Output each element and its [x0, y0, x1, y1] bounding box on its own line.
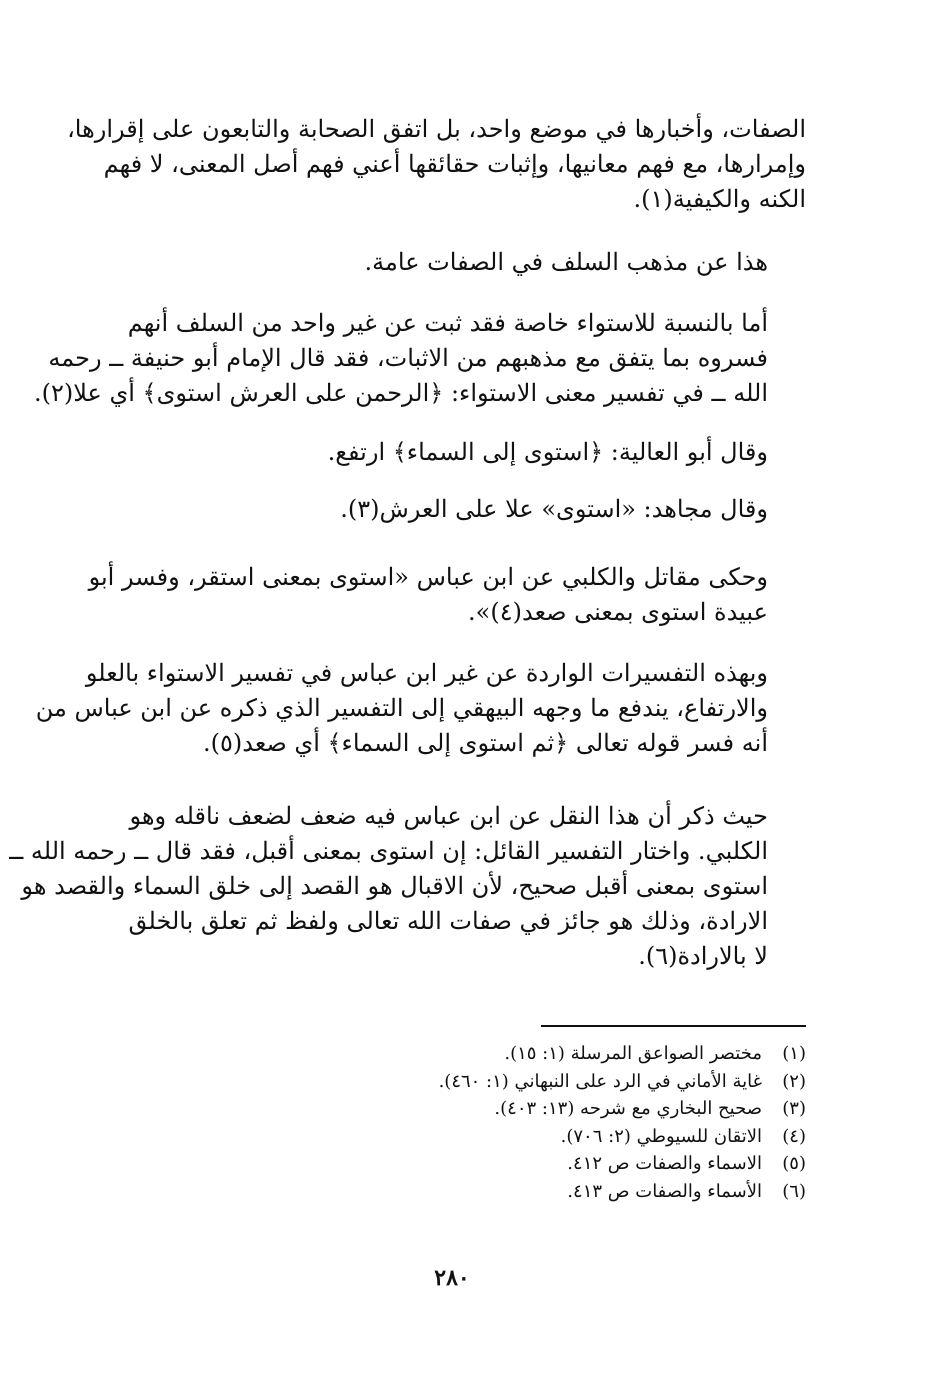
- paragraph-4: [98, 435, 806, 470]
- text-line: فسروه بما يتفق مع مذهبهم من الاثبات، فقد قال الإمام أبو حنيفة ــ رحمه: [48, 344, 768, 372]
- footnote-number: (١): [782, 1043, 806, 1064]
- text-line: الارادة، وذلك هو جائز في صفات الله تعالى ولفظ ثم تعلق بالخلق: [128, 907, 768, 935]
- text-line: الصفات، وأخبارها في موضع واحد، بل اتفق الصحابة والتابعون على إقرارها،: [67, 115, 806, 143]
- footnote-item: [306, 1178, 806, 1206]
- paragraph-8: [9, 799, 806, 974]
- text-line: الكلبي. واختار التفسير القائل: إن استوى بمعنى أقبل، فقد قال ــ رحمه الله ــ: [9, 837, 768, 865]
- footnote-text: صحيح البخاري مع شرحه (١٣: ٤٠٣).: [494, 1098, 762, 1119]
- paragraph-1: [67, 112, 806, 217]
- footnote-item: [306, 1040, 806, 1068]
- footnote-item: [306, 1068, 806, 1096]
- text-line: وإمرارها، مع فهم معانيها، وإثبات حقائقها أعني فهم أصل المعنى، لا فهم: [103, 150, 806, 178]
- text-line: أما بالنسبة للاستواء خاصة فقد ثبت عن غير واحد من السلف أنهم: [127, 309, 768, 337]
- text-line: وقال مجاهد: «استوى» علا على العرش(٣).: [340, 495, 768, 523]
- text-line: عبيدة استوى بمعنى صعد(٤)».: [468, 598, 768, 626]
- text-line: حيث ذكر أن هذا النقل عن ابن عباس فيه ضعف لضعف ناقله وهو: [129, 802, 768, 830]
- paragraph-2: [98, 245, 806, 280]
- footnote-item: [306, 1150, 806, 1178]
- footnote-text: الاتقان للسيوطي (٢: ٧٠٦).: [560, 1125, 762, 1147]
- paragraph-7: [35, 656, 806, 761]
- book-page: [9, 100, 806, 1300]
- paragraph-6: [88, 560, 806, 630]
- text-line: وقال أبو العالية: ﴿استوى إلى السماء﴾ ارتفع.: [327, 438, 768, 466]
- text-line: وبهذه التفسيرات الواردة عن غير ابن عباس في تفسير الاستواء بالعلو: [85, 659, 768, 687]
- text-line: الله ــ في تفسير معنى الاستواء: ﴿الرحمن على العرش استوى﴾ أي علا(٢).: [33, 379, 768, 407]
- footnote-number: (٤): [782, 1125, 806, 1147]
- footnote-divider: [541, 1025, 806, 1027]
- text-line: والارتفاع، يندفع ما وجهه البيهقي إلى التفسير الذي ذكره عن ابن عباس من: [35, 694, 768, 722]
- footnote-number: (٥): [782, 1153, 806, 1174]
- footnote-number: (٦): [782, 1180, 806, 1202]
- footnote-text: مختصر الصواعق المرسلة (١: ١٥).: [504, 1043, 762, 1064]
- text-line: استوى بمعنى أقبل صحيح، لأن الاقبال هو القصد إلى خلق السماء والقصد هو: [21, 872, 768, 900]
- footnote-item: [306, 1123, 806, 1151]
- footnote-number: (٣): [782, 1098, 806, 1119]
- footnote-number: (٢): [782, 1070, 806, 1092]
- footnote-item: [306, 1095, 806, 1123]
- footnote-text: الاسماء والصفات ص ٤١٢.: [567, 1153, 762, 1174]
- footnotes-list: [306, 1040, 806, 1205]
- page-number: ٢٨٠: [434, 1265, 470, 1291]
- footnote-text: غاية الأماني في الرد على النبهاني (١: ٤٦٠).: [438, 1070, 762, 1092]
- text-line: هذا عن مذهب السلف في الصفات عامة.: [364, 248, 768, 276]
- text-line: وحكى مقاتل والكلبي عن ابن عباس «استوى بمعنى استقر، وفسر أبو: [88, 563, 768, 591]
- footnote-text: الأسماء والصفات ص ٤١٣.: [567, 1180, 762, 1202]
- text-line: أنه فسر قوله تعالى ﴿ثم استوى إلى السماء﴾ أي صعد(٥).: [202, 729, 768, 757]
- paragraph-3: [33, 306, 806, 411]
- text-line: الكنه والكيفية(١).: [633, 185, 806, 213]
- paragraph-5: [98, 492, 806, 527]
- text-line: لا بالارادة(٦).: [638, 942, 768, 970]
